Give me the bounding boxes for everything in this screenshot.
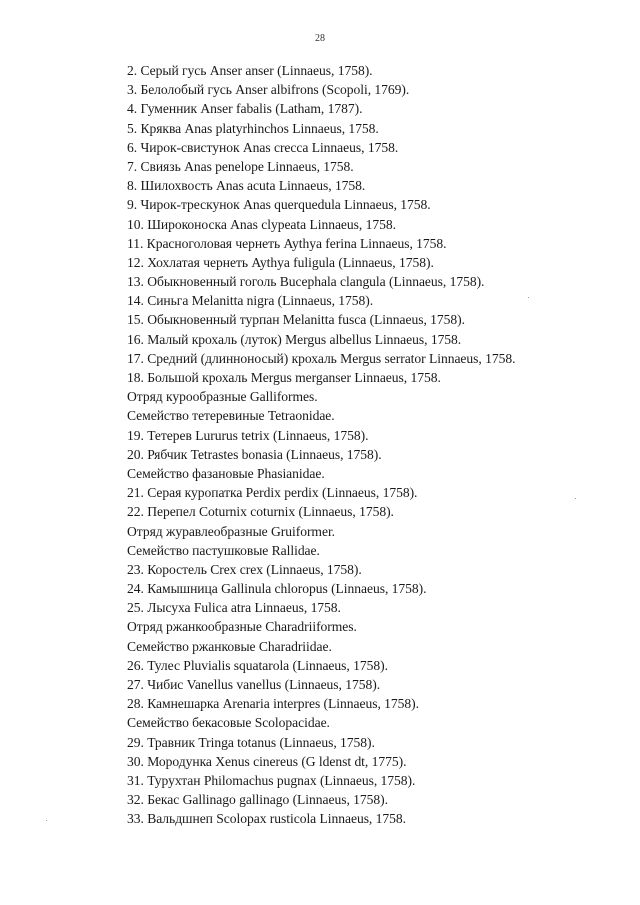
list-item: 6. Чирок-свистунок Anas crecca Linnaeus, 1758. — [127, 139, 399, 155]
list-item: 4. Гуменник Anser fabalis (Latham, 1787). — [127, 101, 363, 117]
list-item: 12. Хохлатая чернеть Aythya fuligula (Linnaeus, 1758). — [127, 254, 434, 270]
list-item: 13. Обыкновенный гоголь Bucephala clangula (Linnaeus, 1758). — [127, 274, 485, 290]
list-item: 9. Чирок-трескунок Anas querquedula Linnaeus, 1758. — [127, 197, 431, 213]
list-item: 25. Лысуха Fulica atra Linnaeus, 1758. — [127, 600, 341, 616]
list-item: 23. Коростель Crex crex (Linnaeus, 1758). — [127, 561, 362, 577]
scan-speck — [528, 297, 529, 298]
list-item: 26. Тулес Pluvialis squatarola (Linnaeus, 1758). — [127, 657, 388, 673]
list-item: 30. Мородунка Xenus cinereus (G ldenst dt, 1775). — [127, 753, 407, 769]
list-item: 16. Малый крохаль (луток) Mergus albellus Linnaeus, 1758. — [127, 331, 462, 347]
list-item: 17. Средний (длинноносый) крохаль Mergus serrator Linnaeus, 1758. — [127, 350, 516, 366]
list-item: 15. Обыкновенный турпан Melanitta fusca (Linnaeus, 1758). — [127, 312, 465, 328]
list-item: 21. Серая куропатка Perdix perdix (Linnaeus, 1758). — [127, 485, 418, 501]
list-item: 28. Камнешарка Arenaria interpres (Linnaeus, 1758). — [127, 696, 419, 712]
list-item: 3. Белолобый гусь Anser albifrons (Scopoli, 1769). — [127, 82, 410, 98]
family-heading: Семейство фазановые Phasianidae. — [127, 465, 325, 481]
order-heading: Отряд курообразные Galliformes. — [127, 389, 318, 405]
scan-speck — [46, 820, 47, 821]
list-item: 11. Красноголовая чернеть Aythya ferina Linnaeus, 1758. — [127, 235, 447, 251]
list-item: 19. Тетерев Lururus tetrix (Linnaeus, 1758). — [127, 427, 369, 443]
list-item: 33. Вальдшнеп Scolopax rusticola Linnaeus, 1758. — [127, 811, 406, 827]
list-item: 18. Большой крохаль Mergus merganser Linnaeus, 1758. — [127, 370, 441, 385]
species-list — [127, 61, 627, 829]
list-item: 7. Свиязь Anas penelope Linnaeus, 1758. — [127, 158, 354, 174]
order-heading: Отряд журавлеобразные Gruiformer. — [127, 523, 336, 539]
list-item: 14. Синьга Melanitta nigra (Linnaeus, 1758). — [127, 293, 374, 309]
list-item: 22. Перепел Coturnix coturnix (Linnaeus, 1758). — [127, 504, 394, 520]
list-item: 10. Широконоска Anas clypeata Linnaeus, 1758. — [127, 216, 396, 232]
list-item: 32. Бекас Gallinago gallinago (Linnaeus, 1758). — [127, 792, 388, 808]
family-heading: Семейство пастушковые Rallidae. — [127, 542, 320, 558]
family-heading: Семейство тетеревиные Tetraonidae. — [127, 408, 335, 424]
scan-speck — [575, 498, 576, 499]
list-item: 27. Чибис Vanellus vanellus (Linnaeus, 1758). — [127, 677, 381, 692]
list-item: 8. Шилохвость Anas acuta Linnaeus, 1758. — [127, 178, 366, 194]
list-item: 2. Серый гусь Anser anser (Linnaeus, 1758). — [127, 63, 373, 78]
list-item: 24. Камышница Gallinula chloropus (Linnaeus, 1758). — [127, 581, 427, 597]
page-number: 28 — [315, 33, 325, 44]
list-item: 29. Травник Tringa totanus (Linnaeus, 1758). — [127, 734, 375, 750]
family-heading: Семейство бекасовые Scolopacidae. — [127, 715, 330, 731]
list-item: 31. Турухтан Philomachus pugnax (Linnaeus, 1758). — [127, 772, 416, 788]
order-heading: Отряд ржанкообразные Charadriiformes. — [127, 619, 357, 635]
list-item: 20. Рябчик Tetrastes bonasia (Linnaeus, 1758). — [127, 446, 382, 462]
list-item: 5. Кряква Anas platyrhinchos Linnaeus, 1758. — [127, 120, 379, 136]
family-heading: Семейство ржанковые Charadriidae. — [127, 638, 332, 654]
